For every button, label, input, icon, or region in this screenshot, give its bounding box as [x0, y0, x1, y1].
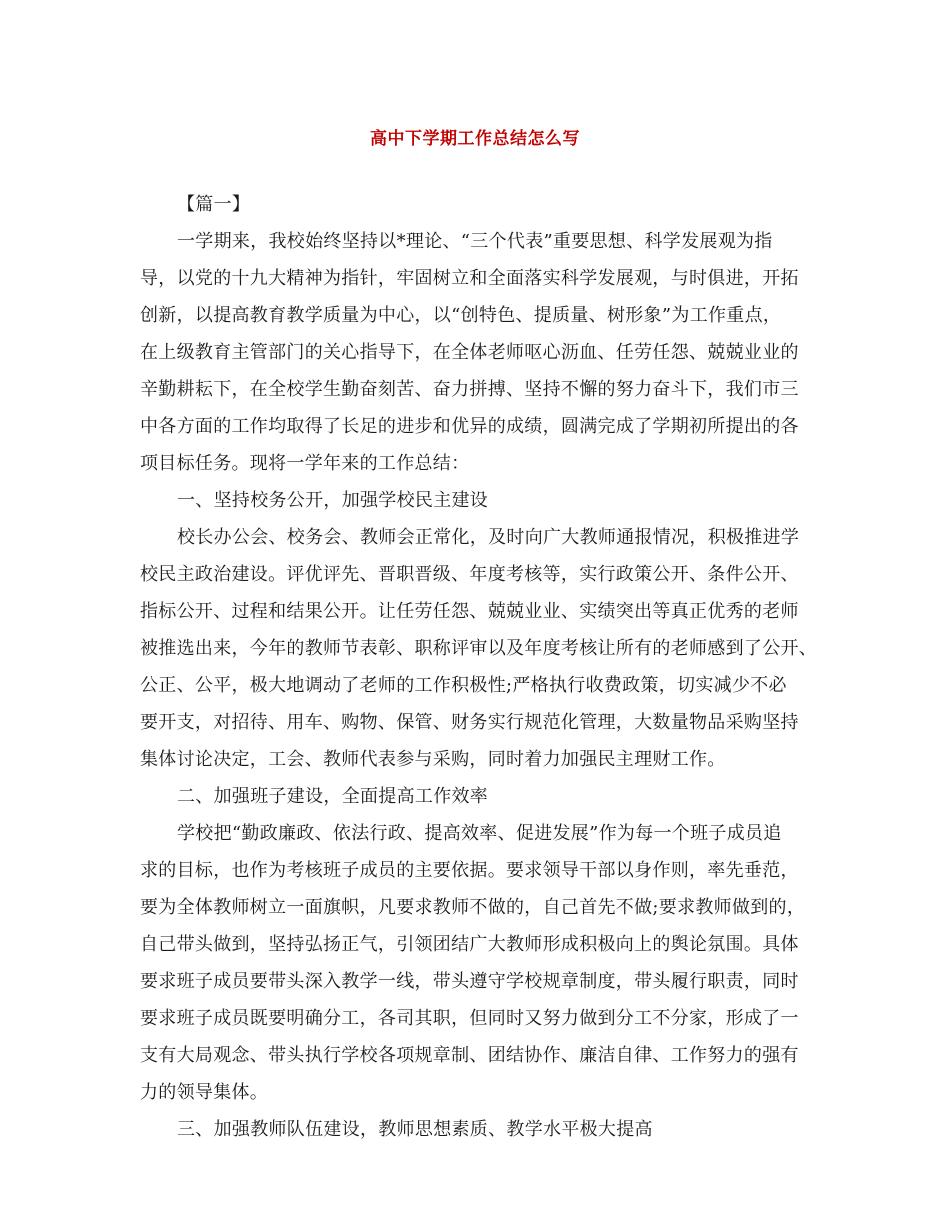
paragraph-line: 中各方面的工作均取得了长足的进步和优异的成绩，圆满完成了学期初所提出的各 [140, 416, 799, 437]
paragraph-line: 力的领导集体。 [140, 1082, 269, 1103]
paragraph-line: 被推选出来，今年的教师节表彰、职称评审以及年度考核让所有的老师感到了公开、 [140, 638, 818, 659]
subsection-heading: 二、加强班子建设，全面提高工作效率 [177, 786, 489, 807]
paragraph-line: 校长办公会、校务会、教师会正常化，及时向广大教师通报情况，积极推进学 [177, 527, 800, 548]
paragraph-line: 集体讨论决定，工会、教师代表参与采购，同时着力加强民主理财工作。 [140, 749, 726, 770]
paragraph-line: 要求班子成员既要明确分工，各司其职，但同时又努力做到分工不分家，形成了一 [140, 1008, 799, 1029]
section-heading: 【篇一】 [177, 194, 251, 215]
paragraph-line: 指标公开、过程和结果公开。让任劳任怨、兢兢业业、实绩突出等真正优秀的老师 [140, 601, 799, 622]
paragraph-line: 创新，以提高教育教学质量为中心，以“创特色、提质量、树形象”为工作重点， [140, 305, 782, 326]
paragraph-line: 学校把“勤政廉政、依法行政、提高效率、促进发展”作为每一个班子成员追 [177, 823, 782, 844]
paragraph-line: 导，以党的十九大精神为指针，牢固树立和全面落实科学发展观，与时俱进，开拓 [140, 268, 799, 289]
paragraph-line: 要为全体教师树立一面旗帜，凡要求教师不做的，自己首先不做;要求教师做到的， [140, 897, 806, 918]
paragraph-line: 自己带头做到，坚持弘扬正气，引领团结广大教师形成积极向上的舆论氛围。具体 [140, 934, 799, 955]
paragraph-line: 校民主政治建设。评优评先、晋职晋级、年度考核等，实行政策公开、条件公开、 [140, 564, 799, 585]
paragraph-line: 要开支，对招待、用车、购物、保管、财务实行规范化管理，大数量物品采购坚持 [140, 712, 799, 733]
subsection-heading: 三、加强教师队伍建设，教师思想素质、教学水平极大提高 [177, 1119, 653, 1140]
paragraph-line: 项目标任务。现将一学年来的工作总结： [140, 453, 470, 474]
subsection-heading: 一、坚持校务公开，加强学校民主建设 [177, 490, 489, 511]
document-title: 高中下学期工作总结怎么写 [370, 129, 580, 149]
paragraph-line: 辛勤耕耘下，在全校学生勤奋刻苦、奋力拼搏、坚持不懈的努力奋斗下，我们市三 [140, 379, 799, 400]
paragraph-line: 求的目标，也作为考核班子成员的主要依据。要求领导干部以身作则，率先垂范， [140, 860, 799, 881]
paragraph-line: 公正、公平，极大地调动了老师的工作积极性;严格执行收费政策，切实减少不必 [140, 675, 787, 696]
paragraph-line: 在上级教育主管部门的关心指导下，在全体老师呕心沥血、任劳任怨、兢兢业业的 [140, 342, 799, 363]
paragraph-line: 支有大局观念、带头执行学校各项规章制、团结协作、廉洁自律、工作努力的强有 [140, 1045, 799, 1066]
paragraph-line: 要求班子成员要带头深入教学一线，带头遵守学校规章制度，带头履行职责，同时 [140, 971, 799, 992]
paragraph-line: 一学期来，我校始终坚持以*理论、“三个代表”重要思想、科学发展观为指 [177, 231, 773, 252]
